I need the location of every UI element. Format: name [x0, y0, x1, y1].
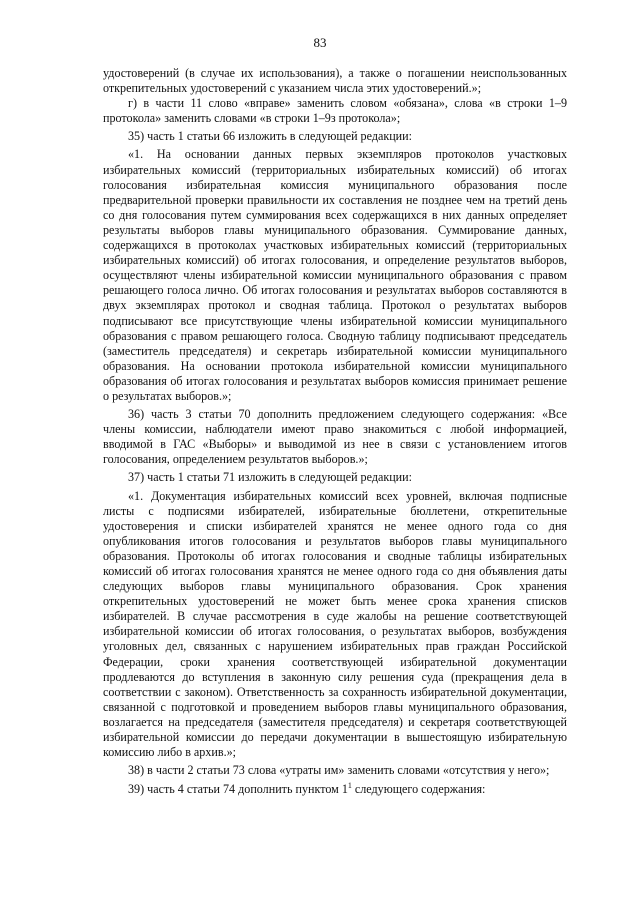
page-number: 83 — [313, 35, 327, 50]
paragraph-quote-article-66: «1. На основании данных первых экземпляров протоколов участковых избирательных комиссий (территориальных избирательных комиссий) об итогах голосования избирательная комиссия муниципального образования после предварительной проверки правильности их составления не позднее чем на третий день со дня голосования путем суммирования всех содержащихся в них данных определяет результаты выборов главы муниципального образования. Суммирование данных, содержащихся в протоколах участковых избирательных комиссий (территориальных избирательных комиссий) об итогах голосования, и определение результатов выборов, осуществляют члены избирательной комиссии муниципального образования с правом решающего голоса лично. Об итогах голосования и результатах выборов составляются в двух экземплярах протокол и сводная таблица. Протокол о результатах выборов подписывают все присутствующие члены избирательной комиссии муниципального образования с правом решающего голоса. Сводную таблицу подписывают председатель (заместитель председателя) и секретарь избирательной комиссии муниципального образования. На основании протокола избирательной комиссии муниципального образования об итогах голосования и результатах выборов комиссия принимает решение о результатах выборов.»; — [103, 147, 567, 403]
item-39-text-end: следующего содержания: — [351, 782, 486, 797]
paragraph-item-36: 36) часть 3 статьи 70 дополнить предложением следующего содержания: «Все члены комиссии, наблюдатели имеют право знакомиться с любой информацией, вводимой в ГАС «Выборы» и выводимой из нее в связи с установлением итогов голосования, определением результатов выборов.»; — [103, 407, 567, 467]
item-39-superscript: 1 — [347, 781, 352, 791]
paragraph-item-35: 35) часть 1 статьи 66 изложить в следующей редакции: — [128, 129, 412, 144]
document-body — [103, 66, 567, 797]
paragraph-item-39 — [103, 782, 567, 797]
paragraph-item-g: г) в части 11 слово «вправе» заменить словом «обязана», слова «в строки 1–9 протокола» заменить словами «в строки 1–9з протокола»; — [103, 96, 567, 126]
paragraph-quote-article-71: «1. Документация избирательных комиссий всех уровней, включая подписные листы с подписями избирателей, избирательные бюллетени, открепительные удостоверения и списки избирателей хранятся не менее одного года со дня опубликования итогов голосования и результатов выборов главы муниципального образования. Протоколы об итогах голосования и сводные таблицы избирательных комиссий об итогах голосования хранятся не менее одного года со дня объявления даты следующих выборов главы муниципального образования. Срок хранения открепительных удостоверений не может быть менее срока хранения списков избирателей. В случае рассмотрения в суде жалобы на решение соответствующей избирательной комиссии об итогах голосования, о результатах выборов, возбуждения уголовных дел, связанных с нарушением избирательных прав граждан Российской Федерации, сроки хранения соответствующей избирательной документации продлеваются до вступления в законную силу решения суда (прекращения дела в соответствии с законом). Ответственность за сохранность избирательной документации, связанной с подготовкой и проведением выборов главы муниципального образования, возлагается на председателя (заместителя председателя) и секретаря соответствующей избирательной комиссии до передачи документации в вышестоящую избирательную комиссию либо в архив.»; — [103, 488, 567, 760]
item-39-text: 39) часть 4 статьи 74 дополнить пунктом 1 — [128, 782, 348, 797]
paragraph-continuation: удостоверений (в случае их использования), а также о погашении неиспользованных открепительных удостоверений с указанием числа этих удостоверений.»; — [103, 66, 567, 96]
paragraph-item-37: 37) часть 1 статьи 71 изложить в следующей редакции: — [128, 470, 412, 485]
paragraph-item-38: 38) в части 2 статьи 73 слова «утраты им» заменить словами «отсутствия у него»; — [128, 763, 550, 778]
